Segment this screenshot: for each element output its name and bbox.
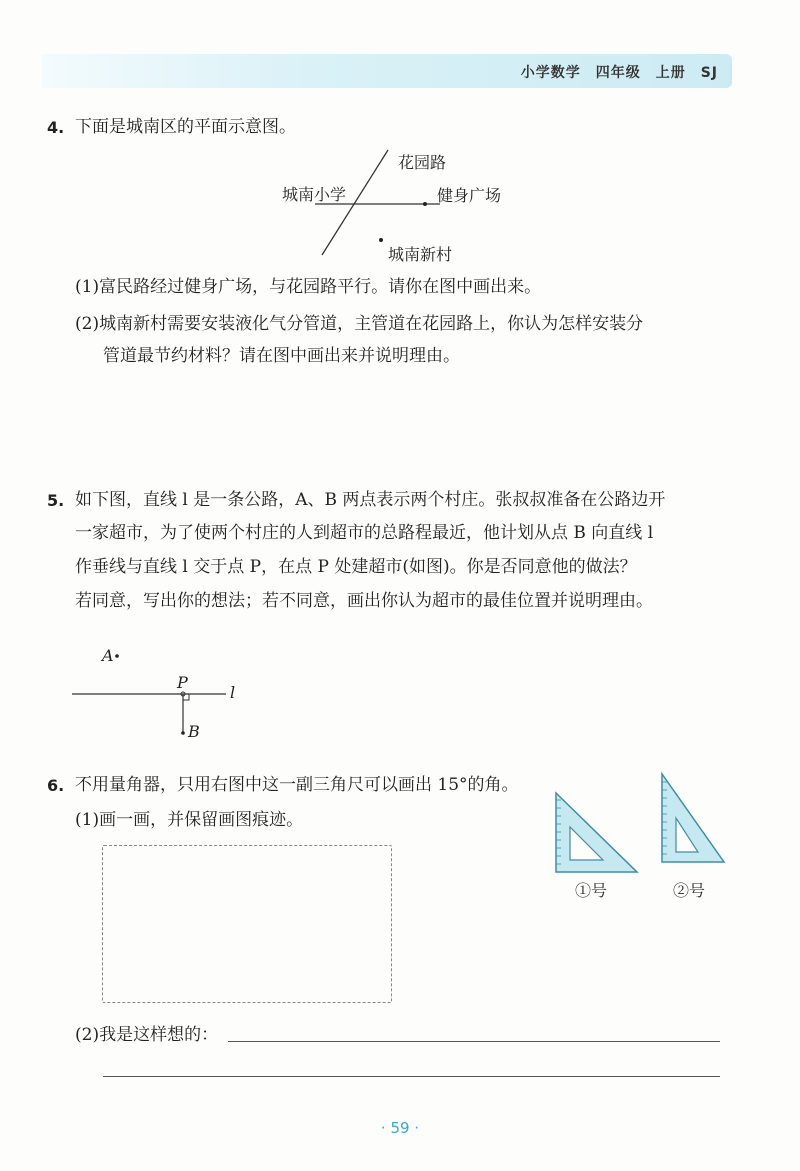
q6-sub2: (2)我是这样想的： xyxy=(75,1025,219,1045)
q4-sub2-line2: 管道最节约材料？请在图中画出来并说明理由。 xyxy=(103,346,460,366)
q4-stem: 下面是城南区的平面示意图。 xyxy=(75,117,296,137)
q4-number: 4. xyxy=(47,118,65,137)
label-line-l: l xyxy=(230,683,236,702)
q5-line4: 若同意，写出你的想法；若不同意，画出你认为超市的最佳位置并说明理由。 xyxy=(75,591,653,611)
answer-line-1[interactable] xyxy=(228,1041,720,1042)
q5-line3: 作垂线与直线 l 交于点 P，在点 P 处建超市(如图)。你是否同意他的做法？ xyxy=(75,557,637,577)
label-point-p: P xyxy=(177,673,188,692)
header-title: 小学数学 四年级 上册 SJ xyxy=(520,65,718,81)
q5-number: 5. xyxy=(47,491,65,510)
label-garden-road: 花园路 xyxy=(398,153,447,172)
q4-sub2-line1: (2)城南新村需要安装液化气分管道，主管道在花园路上，你认为怎样安装分 xyxy=(75,314,644,334)
q6-number: 6. xyxy=(47,776,65,795)
q6-stem: 不用量角器，只用右图中这一副三角尺可以画出 15°的角。 xyxy=(75,775,519,795)
label-gym: 健身广场 xyxy=(437,186,502,205)
ruler-2-label: ②号 xyxy=(673,881,706,900)
label-school: 城南小学 xyxy=(282,185,347,204)
label-village: 城南新村 xyxy=(388,245,453,264)
answer-line-2[interactable] xyxy=(103,1076,720,1077)
q6-sub1: (1)画一画，并保留画图痕迹。 xyxy=(75,810,304,830)
label-point-a: A xyxy=(102,646,114,665)
page-number: · 59 · xyxy=(380,1119,420,1137)
label-point-b: B xyxy=(188,722,200,741)
ruler-1-label: ①号 xyxy=(575,881,608,900)
q5-line1: 如下图，直线 l 是一条公路，A、B 两点表示两个村庄。张叔叔准备在公路边开 xyxy=(75,490,666,510)
q4-sub1: (1)富民路经过健身广场，与花园路平行。请你在图中画出来。 xyxy=(75,277,542,297)
q5-line2: 一家超市，为了使两个村庄的人到超市的总路程最近，他计划从点 B 向直线 l xyxy=(75,523,654,543)
